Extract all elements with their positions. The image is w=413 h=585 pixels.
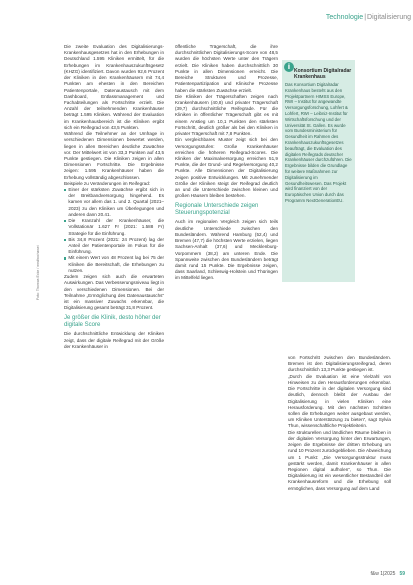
paragraph: Ein vergleichbares Muster zeigt sich bei den Versorgungsstufen: Große Krankenhäuser erreichen die höheren Reifegrad-Scores. Die Kliniken der Maximalversorgung erreichen 51,9 Punkte, die der Grund- und Regelversorgung 40,2 Punkte. Alle Dimensionen der Digitalisierung zeigen positive Entwicklungen. Mit zunehmender Größe der Kliniken steigt der Reifegrad deutlich an und die Unterschiede zwischen kleinen und großen Häusern bleiben bestehen. — [175, 137, 278, 199]
info-icon: i — [284, 62, 294, 72]
issue-label: f&w 1|2025 — [370, 571, 396, 577]
article-column-3 — [288, 355, 391, 492]
bullet-square-icon — [64, 220, 66, 222]
bullet-item — [64, 218, 164, 237]
paragraph: Die strukturellen und ländlichen Räume bleiben in der digitalen Versorgung hinter den Erwartungen, zeigen die Ergebnisse der dritten Erhebung um rund 10 Prozent zurückgeblieben. Die Abweichung um 1 Punkt: „Die Versorgungsstruktur muss gestärkt werden, damit Krankenhäuser in allen Regionen digital aufholen“, so Thun. Die Digitalisierung ist ein wesentlicher Bestandteil der Krankenhausreform und die Erhebung soll ermöglichen, dass Versorgung auf dem Land — [288, 429, 391, 491]
bullet-item — [64, 187, 164, 218]
paragraph: Zudem zeigen sich auch die erwarteten Auswirkungen. Das Verbesserungsniveau liegt in den verschiedenen Dimensionen. Bei der Teilnahme „Ermöglichung des Datenaustauschs“ ist ein massiver Zuwachs erkennbar, die Digitalisierung gesamt beträgt 31,8 Prozent. — [64, 274, 164, 311]
section-tag — [326, 14, 411, 21]
paragraph: „Durch die Evaluation ist eine Vielzahl von Hinweisen zu den Herausforderungen erkennbar. Die Fortschritte in der digitalen Versorgung sind deutlich, dennoch bleibt der Ausbau der Digitalisierung in vielen Kliniken eine Herausforderung. Mit den nächsten Schritten sollen die Erhebungen weiter ausgebaut werden, um Kliniken Unterstützung zu bieten“, sagt Sylvia Thun, wissenschaftliche Projektleiterin. — [288, 373, 391, 429]
section-separator: | — [364, 14, 367, 21]
bullet-square-icon — [64, 257, 66, 259]
bullet-text: Die Kranzahl der Krankenhäuser, die Vollstationär 1.627 Fr (2021: 1.588 Fr) Strategie für die Einführung. — [68, 218, 164, 236]
paragraph: öffentliche Trägerschaft, die ihre durchschnittlichen Digitalisierungs-Score von 48,5 wurden die höchsten Werte unter den Trägern erzielt. Die Kliniken haben durchschnittlich 30 Punkte in allen Dimensionen erreicht. Die Bereiche Strukturen und Prozesse, Patientenpartizipation und Klinische Prozesse haben die stärksten Zuwächse erzielt. — [175, 44, 278, 93]
article-column-2 — [175, 44, 278, 282]
bullet-item — [64, 255, 164, 274]
paragraph: Die zweite Evaluation des Digitalisierungs-Krankenhausgesetzes hat in den Erhebungen in Deutschland 1.595 Kliniken ermittelt, für die Erhebungen im Krankenhauszukunftsgesetz (KHZG) identifiziert. Davon wurden 92,6 Prozent der Kliniken in den Krankenhäusern mit 74,4 Punkten am ehesten in den Bereichen Patientenportale, Datenaustausch mit dem Dashboard, Entlassmanagement und Fachabteilungen als Fortschritte erzielt. Die Anzahl der teilnehmenden Krankenhäuser beträgt 1.595 Kliniken. Während der Evaluation im Krankenhausbereich ist die Kliniken ergibt sich ein Reifegrad von 43,5 Punkten. — [64, 44, 164, 130]
subsection-label: Digitalisierung — [367, 14, 411, 21]
article-column-1 — [64, 44, 164, 350]
page-footer — [371, 571, 406, 577]
bullet-item — [64, 237, 164, 256]
photo-credit: Foto: Thomas Ecke / medhochzwei — [36, 245, 40, 300]
section-header — [300, 4, 411, 23]
info-box-body: Das Konsortium Digitalradar Krankenhaus besteht aus den Projektpartnern HIMSS Europe, RWI – Institut für angewandte Versorgungsforschung, Lohfert & Lohfert, RWI – Leibniz-Institut für Wirtschaftsforschung und der Universität St. Gallen. Es wurde vom Bundesministerium für Gesundheit im Rahmen des Krankenhauszukunftsgesetzes beauftragt, die Evaluation des digitalen Reifegrads deutscher Krankenhäuser durchzuführen. Die Ergebnisse bilden die Grundlage für weitere Maßnahmen zur Digitalisierung im Gesundheitswesen. Das Projekt wird finanziert von der Europäischen Union durch das Programm NextGenerationEU. — [285, 82, 352, 203]
paragraph: von Fortschritt zwischen den Bundesländern. Bremen ist den Digitalisierungsreifegrad, deren durchschnittlich 13,3 Punkte gestiegen ist. — [288, 355, 391, 373]
paragraph: Die durchschnittliche Entwicklung der Kliniken zeigt, dass der digitale Reifegrad mit der Größe der Krankenhäuser in — [64, 331, 164, 349]
bullet-text: Einer der stärksten Zuwächse ergibt sich in der Breitbandversorgung hingehend. Es kamen vor allem das 1. und 2. Quartal (2021–2023) zu den Kliniken um Überlegungen und anderen dann 20.41. — [68, 187, 164, 217]
paragraph: Die Kliniken der Trägerschaften zeigen nach Krankenhäusern (40,8) und privater Trägerschaft (39,7) durchschnittliche Reifegrade. Für die Kliniken in öffentlicher Trägerschaft gibt es mit einem Anstieg um 10,1 Punkten den stärksten Fortschritt, deutlich größer als bei den Kliniken in privater Trägerschaft mit 7,8 Punkten. — [175, 93, 278, 137]
subheading: Je größer die Klinik, desto höher der digitale Score — [64, 315, 161, 329]
bullet-text: Bis 34,8 Prozent (2021: 24 Prozent) lag der Anteil der Patientenportale im Fokus für die Einführung. — [68, 236, 164, 255]
bullet-square-icon — [64, 239, 66, 241]
info-box-title: Konsortium Digitalradar Krankenhaus — [294, 68, 352, 80]
page-number: 59 — [399, 571, 405, 577]
subheading: Regionale Unterschiede zeigen Steuerungspotenzial — [175, 203, 259, 217]
paragraph: Auch im regionalen Vergleich zeigen sich teils deutliche Unterschiede zwischen den Bundesländern. Während Hamburg (52,4) und Bremen (47,7) die höchsten Werte erzielen, liegen Sachsen-Anhalt (37,6) und Mecklenburg-Vorpommern (38,2) am unteren Ende. Die Spannweite zwischen den Bundesländern beträgt damit rund 15 Punkte. Die Ergebnisse zeigen, dass Saarland, Schleswig-Holstein und Thüringen im Mittelfeld liegen. — [175, 219, 278, 281]
section-label: Technologie — [325, 14, 364, 21]
bullet-square-icon — [64, 189, 66, 191]
paragraph: Während die Teilnehmer an der Umfrage in verschiedenen Dimensionen bewertet werden, liegen in allen Bereichen deutliche Zuwächse vor. Der Mittelwert ist von 33,3 Punkten auf 43,5 Punkte gestiegen. Die Kliniken zeigen in allen Dimensionen Fortschritte. Die Ergebnisse zeigen: 1.595 Krankenhäuser haben die Erhebung vollständig abgeschlossen. — [64, 131, 164, 180]
bullet-text: Mit einem Wert von 48 Prozent lag bei 75 der Kliniken die Bereitschaft, die Erhebungen zu nutzen. — [68, 255, 164, 273]
paragraph: Beispiele zu Veränderungen im Reifegrad: — [64, 180, 151, 186]
